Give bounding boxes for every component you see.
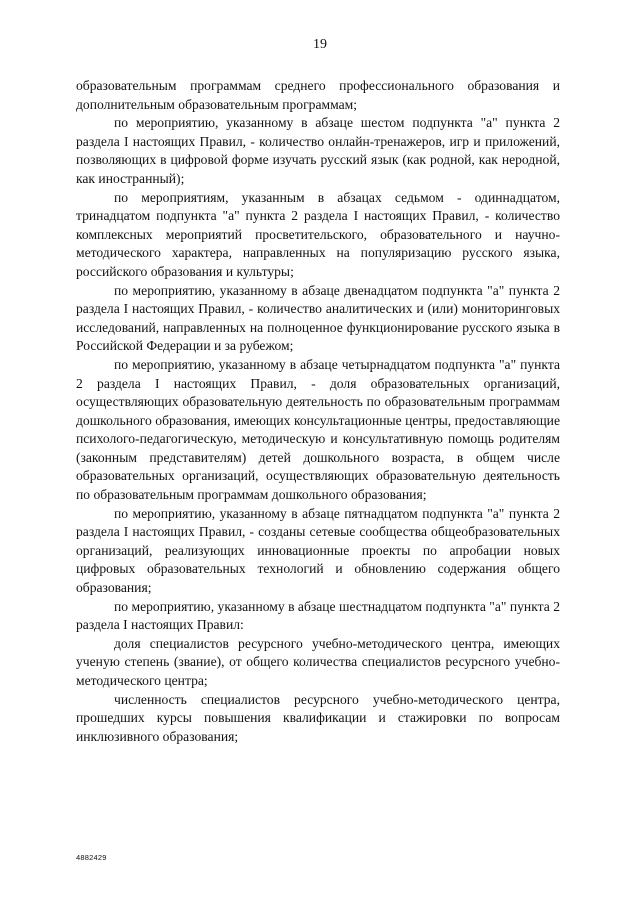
paragraph: по мероприятию, указанному в абзаце пятнадцатом подпункта "а" пункта 2 раздела I настоящих Правил, - созданы сетевые сообщества общеобразовательных организаций, реализующих инновационные проекты по апробации новых цифровых образовательных технологий и обновлению содержания общего образования;	[76, 505, 560, 596]
paragraph-continuation: образовательным программам среднего профессионального образования и дополнительным образовательным программам;	[76, 78, 560, 112]
paragraph: по мероприятиям, указанным в абзацах седьмом - одиннадцатом, тринадцатом подпункта "а" пункта 2 раздела I настоящих Правил, - количество комплексных мероприятий просветительского, образовательного и научно-методического характера, направленных на популяризацию русского языка, российского образования и культуры;	[76, 189, 560, 279]
page-number: 19	[313, 37, 327, 52]
paragraph: численность специалистов ресурсного учебно-методического центра, прошедших курсы повышения квалификации и стажировки по вопросам инклюзивного образования;	[76, 691, 560, 744]
paragraph: по мероприятию, указанному в абзаце четырнадцатом подпункта "а" пункта 2 раздела I настоящих Правил, - доля образовательных организаций, осуществляющих образовательную деятельность по образовательным программам дошкольного образования, имеющих консультационные центры, предоставляющие психолого-педагогическую, методическую и консультативную помощь родителям (законным представителям) детей дошкольного возраста, в общем числе образовательных организаций, осуществляющих образовательную деятельность по образовательным программам дошкольного образования;	[76, 356, 560, 503]
paragraph: по мероприятию, указанному в абзаце двенадцатом подпункта "а" пункта 2 раздела I настоящих Правил, - количество аналитических и (или) мониторинговых исследований, направленных на полноценное функционирование русского языка в Российской Федерации и за рубежом;	[76, 282, 560, 354]
paragraph: доля специалистов ресурсного учебно-методического центра, имеющих ученую степень (звание), от общего количества специалистов ресурсного учебно-методического центра;	[76, 635, 560, 688]
document-body	[76, 77, 560, 746]
paragraph: по мероприятию, указанному в абзаце шестом подпункта "а" пункта 2 раздела I настоящих Правил, - количество онлайн-тренажеров, игр и приложений, позволяющих в цифровой форме изучать русский язык (как родной, как неродной, как иностранный);	[76, 115, 560, 186]
paragraph: по мероприятию, указанному в абзаце шестнадцатом подпункта "а" пункта 2 раздела I настоящих Правил:	[76, 598, 560, 633]
document-code: 4882429	[76, 853, 107, 862]
